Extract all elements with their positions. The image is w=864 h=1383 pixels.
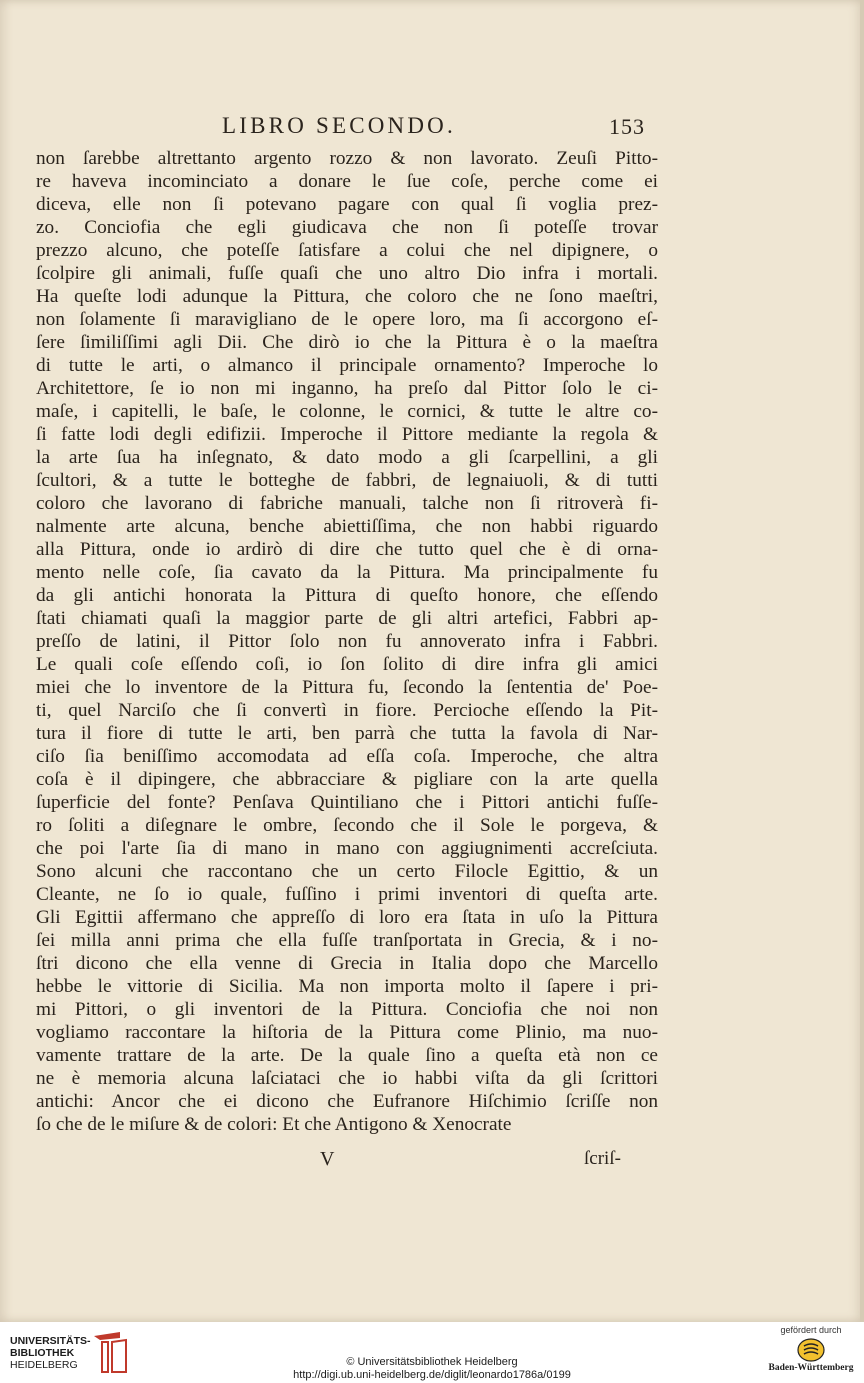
text-line: Sono alcuni che raccontano che un certo Filocle Egittio, & un bbox=[36, 861, 658, 882]
text-line: mi Pittori, o gli inventori de la Pittura. Conciofia che noi non bbox=[36, 999, 658, 1020]
funder-block[interactable] bbox=[766, 1325, 856, 1381]
chapter-title: LIBRO SECONDO. bbox=[222, 113, 456, 138]
text-line: Architettore, ſe io non mi inganno, ha preſo dal Pittor ſolo le ci- bbox=[36, 378, 658, 399]
text-line: di tutte le arti, o almanco il principale ornamento? Imperoche lo bbox=[36, 355, 658, 376]
text-line: ſere ſimiliſſimi agli Dii. Che dirò io che la Pittura è o la maeſtra bbox=[36, 332, 658, 353]
text-line: non ſarebbe altrettanto argento rozzo & non lavorato. Zeuſi Pitto- bbox=[36, 148, 658, 169]
copyright-notice: © Universitätsbibliothek Heidelberg bbox=[346, 1356, 518, 1368]
text-line: ſtati chiamati quaſi la maggior parte de gli altri artefici, Fabbri ap- bbox=[36, 608, 658, 629]
text-line: vamente trattare de la arte. De la quale ſino a queſta età non ce bbox=[36, 1045, 658, 1066]
page-edge bbox=[860, 0, 864, 1322]
text-line: ſei milla anni prima che ella fuſſe tranſportata in Grecia, & i no- bbox=[36, 930, 658, 951]
funder-name: Baden-Württemberg bbox=[768, 1363, 854, 1373]
text-line: maſe, i capitelli, le baſe, le colonne, le cornici, & tutte le altre co- bbox=[36, 401, 658, 422]
text-line: ne è memoria alcuna laſciataci che io habbi viſta da gli ſcrittori bbox=[36, 1068, 658, 1089]
signature-row bbox=[36, 1148, 658, 1174]
body-text bbox=[36, 147, 658, 1136]
text-line: ſuperficie del fonte? Penſava Quintiliano che i Pittori antichi fuſſe- bbox=[36, 792, 658, 813]
text-line: ſo che de le miſure & de colori: Et che Antigono & Xenocrate bbox=[36, 1114, 512, 1135]
footer-bar bbox=[0, 1322, 864, 1383]
text-line: vogliamo raccontare la hiſtoria de la Pittura come Plinio, ma nuo- bbox=[36, 1022, 658, 1043]
text-line: da gli antichi honorata la Pittura di queſto honore, che eſſendo bbox=[36, 585, 658, 606]
text-line: re haveva incominciato a donare le ſue coſe, perche come ei bbox=[36, 171, 658, 192]
text-line: alla Pittura, onde io ardirò di dire che tutto quel che è di orna- bbox=[36, 539, 658, 560]
text-line: non ſolamente ſi maravigliano de le opere loro, ma ſi accorgono eſ- bbox=[36, 309, 658, 330]
running-head bbox=[36, 113, 656, 143]
text-line: Gli Egittii affermano che appreſſo di loro era ſtata in uſo la Pittura bbox=[36, 907, 658, 928]
funder-label: gefördert durch bbox=[780, 1325, 842, 1335]
text-line: tura il fiore di tutte le arti, ben parrà che tutta la favola di Nar- bbox=[36, 723, 658, 744]
text-line: coſa è il dipingere, che abbracciare & pigliare con la arte quella bbox=[36, 769, 658, 790]
library-name-line1: UNIVERSITÄTS- bbox=[10, 1335, 91, 1347]
text-line: ti, quel Narciſo che ſi convertì in fiore. Percioche eſſendo la Pit- bbox=[36, 700, 658, 721]
text-line: Cleante, ne ſo io quale, fuſſino i primi inventori di queſta arte. bbox=[36, 884, 658, 905]
text-line: prezzo alcuno, che poteſſe ſatisfare a colui che nel dipignere, o bbox=[36, 240, 658, 261]
text-line: hebbe le vittorie di Sicilia. Ma non importa molto il ſapere i pri- bbox=[36, 976, 658, 997]
text-line: ciſo ſia beniſſimo accomodata ad eſſa coſa. Imperoche, che altra bbox=[36, 746, 658, 767]
text-line: che poi l'arte ſia di mano in mano con aggiugnimenti accreſciuta. bbox=[36, 838, 658, 859]
text-line: nalmente arte alcuna, benche abiettiſſima, che non habbi riguardo bbox=[36, 516, 658, 537]
text-line: Le quali coſe eſſendo coſi, io ſon ſolito di dire infra gli amici bbox=[36, 654, 658, 675]
permalink-url[interactable]: http://digi.ub.uni-heidelberg.de/diglit/leonardo1786a/0199 bbox=[293, 1369, 571, 1381]
text-line: Ha queſte lodi adunque la Pittura, che coloro che ne ſono maeſtri, bbox=[36, 286, 658, 307]
catchword: ſcriſ- bbox=[584, 1148, 621, 1169]
text-line: la arte ſua ha inſegnato, & dato modo a gli ſcarpellini, a gli bbox=[36, 447, 658, 468]
text-line: ro ſoliti a diſegnare le ombre, ſecondo che il Sole le porgeva, & bbox=[36, 815, 658, 836]
page-number: 153 bbox=[609, 114, 645, 139]
text-line: ſi fatte lodi degli edifizii. Imperoche il Pittore mediante la regola & bbox=[36, 424, 658, 445]
coat-of-arms-icon bbox=[796, 1337, 826, 1363]
text-line: zo. Conciofia che egli giudicava che non ſi poteſſe trovar bbox=[36, 217, 658, 238]
text-line: antichi: Ancor che ei dicono che Eufranore Hiſchimio ſcriſſe non bbox=[36, 1091, 658, 1112]
library-name-line3: HEIDELBERG bbox=[10, 1359, 78, 1371]
signature-mark: V bbox=[320, 1148, 335, 1170]
text-line: mento nelle coſe, ſia cavato da la Pittura. Ma principalmente fu bbox=[36, 562, 658, 583]
text-line: miei che lo inventore de la Pittura fu, ſecondo la ſententia de' Poe- bbox=[36, 677, 658, 698]
text-line: ſcolpire gli animali, fuſſe quaſi che uno altro Dio infra i mortali. bbox=[36, 263, 658, 284]
text-line: preſſo de latini, il Pittor ſolo non fu annoverato infra i Fabbri. bbox=[36, 631, 658, 652]
text-line: diceva, elle non ſi potevano pagare con qual ſi voglia prez- bbox=[36, 194, 658, 215]
text-line: ſcultori, & a tutte le botteghe de fabbri, de legnaiuoli, & di tutti bbox=[36, 470, 658, 491]
text-line: ſtri dicono che ella venne di Grecia in Italia dopo che Marcello bbox=[36, 953, 658, 974]
text-line: coloro che lavorano di fabriche manuali, talche non ſi ritroverà fi- bbox=[36, 493, 658, 514]
library-name-line2: BIBLIOTHEK bbox=[10, 1347, 75, 1359]
